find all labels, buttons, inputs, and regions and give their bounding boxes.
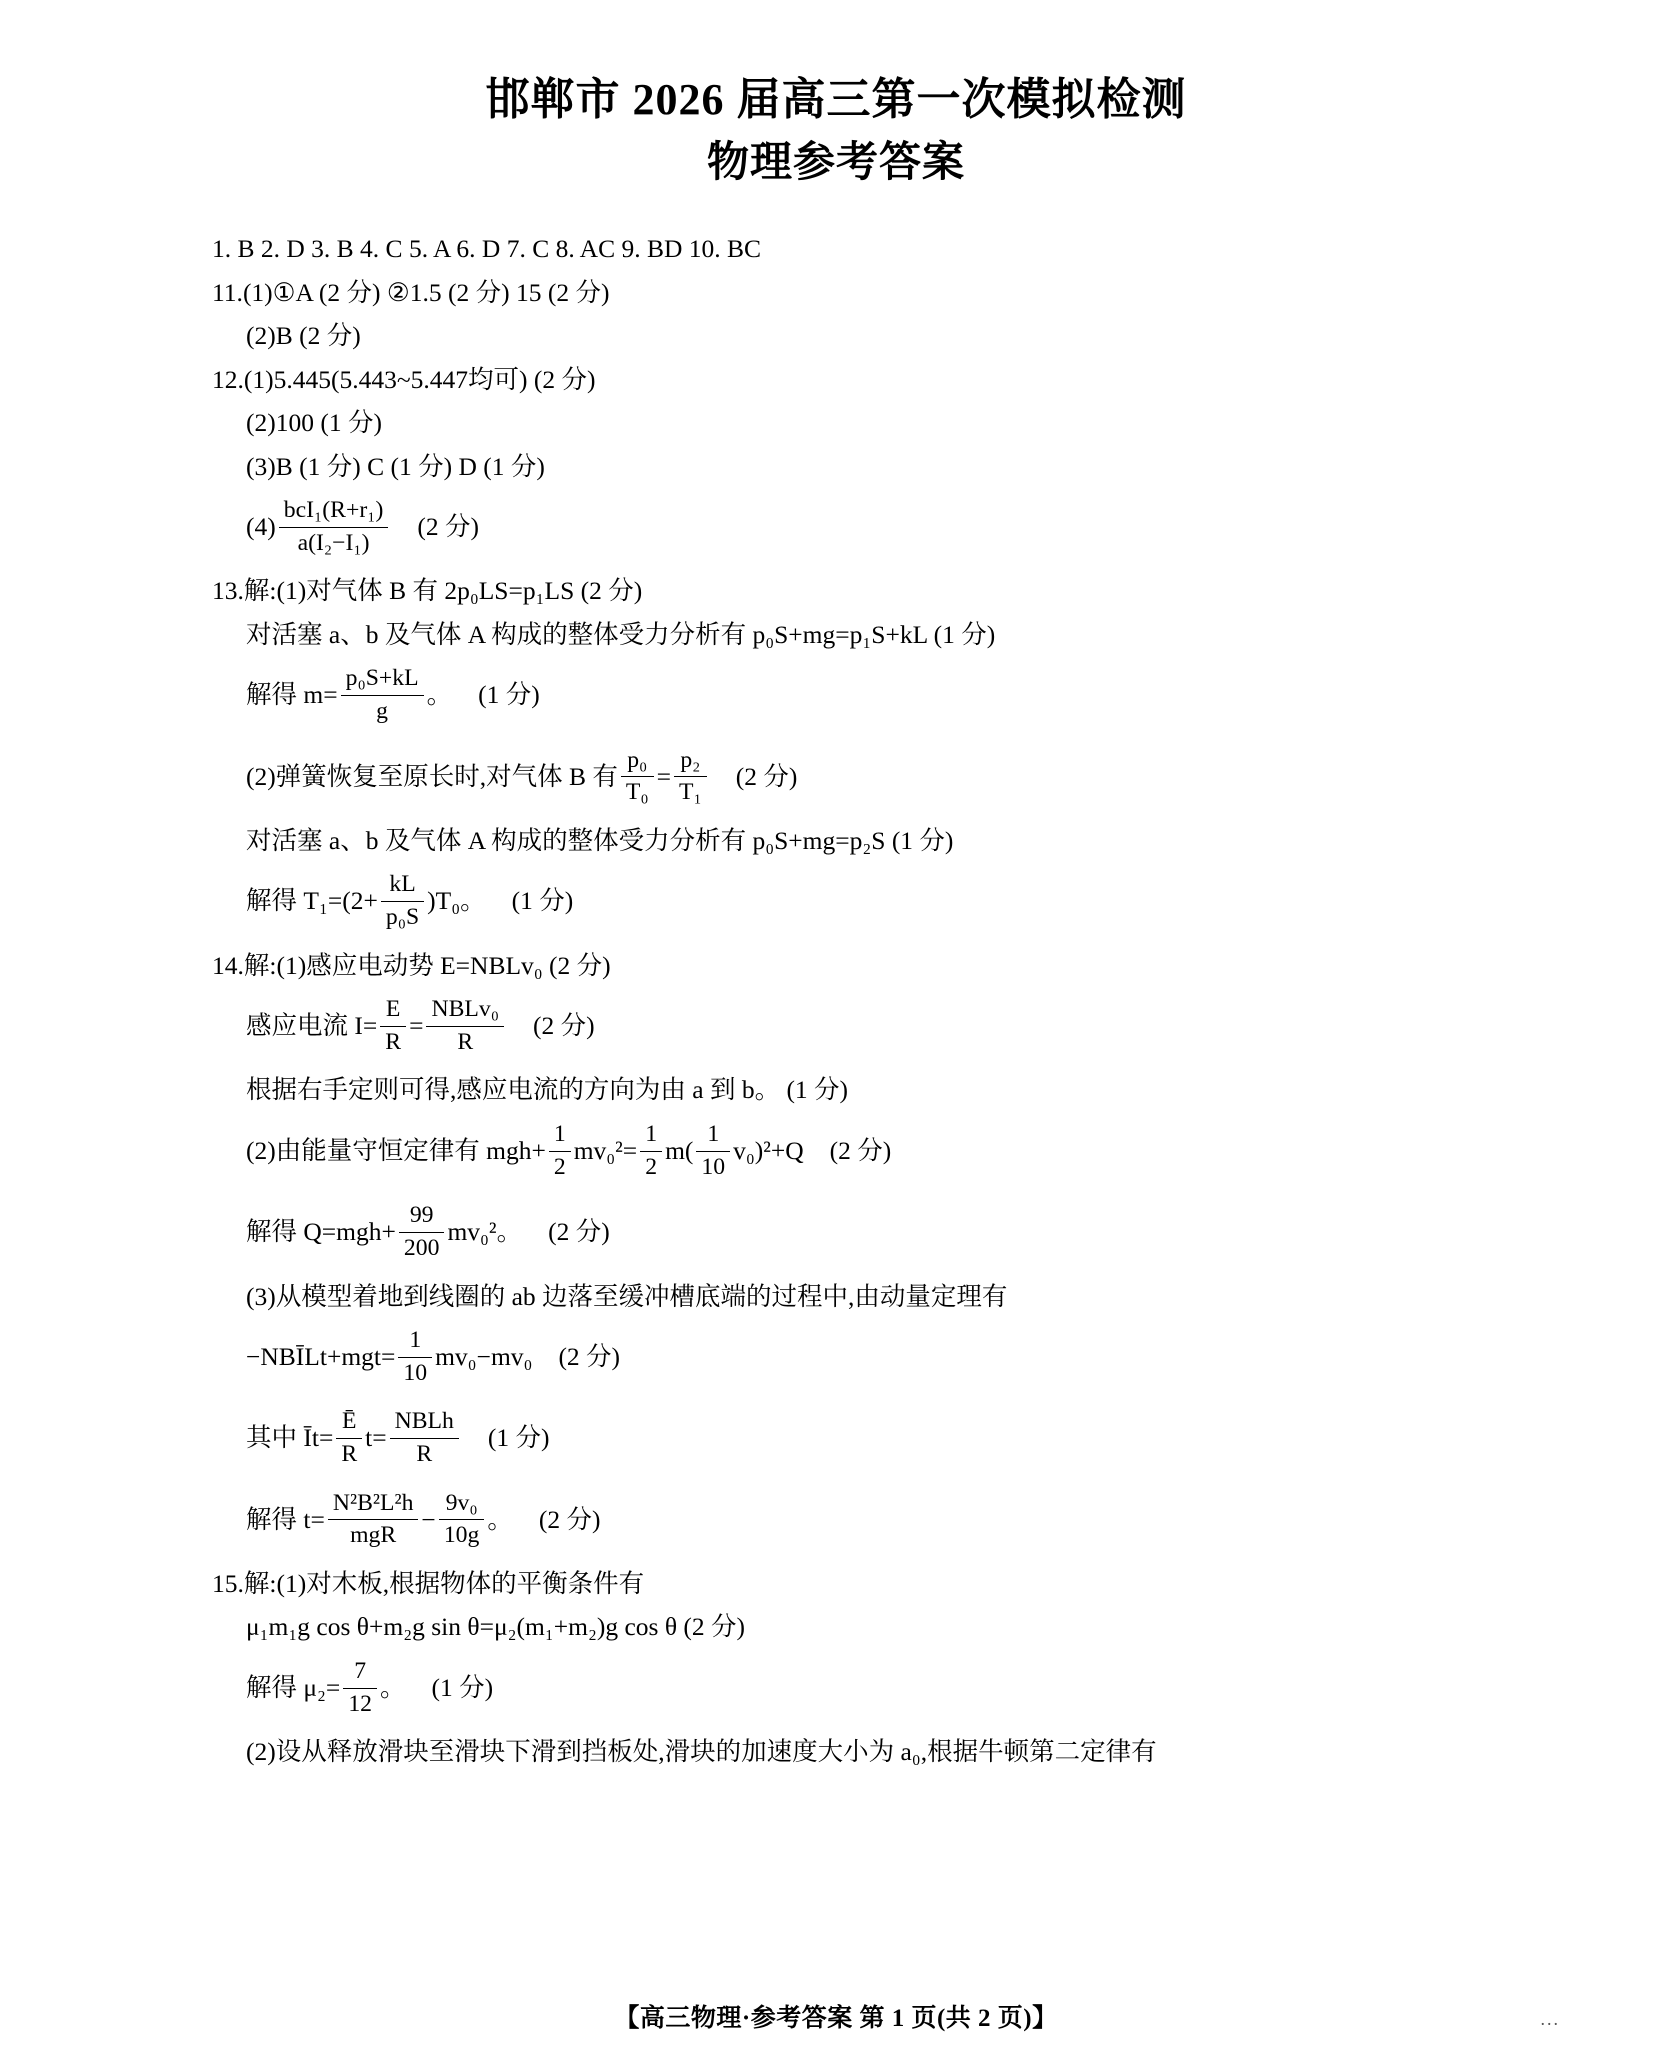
q15-l1-text: 解:(1)对木板,根据物体的平衡条件有 [243,1568,645,1598]
q14-fraction-99-200-denominator: 200 [403,1234,440,1261]
q13-fraction-m-numerator: p₀S+kL [341,664,424,696]
q14-fraction-NBLvR-numerator: NBLv₀ [426,995,504,1027]
q14-l4-mid1: mv₀²= [573,1135,638,1165]
q12-line4 [212,497,1522,560]
q13-l4-eq: = [656,761,672,791]
q14-fraction-half-1-denominator: 2 [553,1153,566,1180]
q14-l9-minus: − [421,1504,436,1534]
q12-fraction [279,496,389,558]
q13-line1 [212,578,1522,604]
q14-fraction-EbarR-denominator: R [341,1440,358,1467]
q12-fraction-numerator: bcI₁(R+r₁) [279,496,389,528]
q13-l4-prefix: (2)弹簧恢复至原长时,对气体 B 有 [246,761,618,791]
q13-l1-text: 解:(1)对气体 B 有 2p₀LS=p₁LS (2 分) [243,576,643,606]
q14-l8-score: (1 分) [487,1423,550,1453]
q14-line1 [212,950,1522,980]
q13-fraction-p2T1-denominator: T₁ [679,779,702,806]
q15-label: 15. [212,1568,244,1598]
q11-line2: (2)B (2 分) [246,321,361,351]
q12-line4-prefix: (4) [246,512,276,542]
q12-line1 [212,364,1522,394]
q14-l4-tail: v₀)²+Q [733,1135,804,1165]
q14-fraction-tenth-2 [398,1326,432,1388]
q14-line2 [212,996,1522,1059]
q14-line7 [212,1327,1522,1390]
q14-fraction-tenth [696,1120,730,1182]
q13-fraction-p2T1 [674,746,707,808]
q14-l8-prefix: 其中 Īt= [246,1423,334,1453]
q14-l4-score: (2 分) [829,1135,892,1165]
q12-label: 12. [212,364,244,394]
q14-fraction-9v-10g-numerator: 9v₀ [439,1489,485,1521]
q14-fraction-99-200-numerator: 99 [399,1201,445,1233]
q13-fraction-m [341,664,424,726]
q13-fraction-m-denominator: g [376,698,389,724]
q15-fraction-7-12-denominator: 12 [348,1690,373,1717]
q14-fraction-NBLvR [426,995,504,1057]
q11-line1-text: (1)①A (2 分) ②1.5 (2 分) 15 (2 分) [242,277,610,307]
q14-line4 [212,1121,1522,1184]
q13-line3 [212,665,1522,728]
q14-fraction-half-1-numerator: 1 [549,1120,571,1152]
q13-l6-prefix: 解得 T₁=(2+ [246,886,378,916]
q14-label: 14. [212,950,244,980]
q14-fraction-tenth-numerator: 1 [696,1120,730,1152]
q14-fraction-half-2-denominator: 2 [645,1153,658,1180]
q14-l7-prefix: −NBĪLt+mgt= [246,1342,396,1372]
q14-fraction-half-1 [549,1120,571,1182]
q14-fraction-tenth-2-numerator: 1 [398,1326,432,1358]
q13-fraction-kL-denominator: p₀S [385,904,420,931]
q12-line2: (2)100 (1 分) [246,408,382,438]
answer-body [0,236,1672,1765]
q14-l1-text: 解:(1)感应电动势 E=NBLv₀ (2 分) [243,950,611,980]
q13-fraction-p2T1-numerator: p₂ [674,746,707,778]
q12-line1-text: (1)5.445(5.443~5.447均可) (2 分) [243,364,596,394]
q12-fraction-denominator: a(I₂−I₁) [297,529,370,556]
q13-l4-score: (2 分) [735,761,798,791]
q14-fraction-NBLh-mgR-denominator: mgR [350,1522,397,1549]
q14-fraction-NBLhR-numerator: NBLh [390,1407,459,1439]
q14-fraction-tenth-denominator: 10 [701,1153,726,1180]
q14-l9-score: (2 分) [538,1504,601,1534]
q13-line4 [212,747,1522,810]
page-subtitle: 物理参考答案 [706,140,965,187]
q14-line5 [212,1202,1522,1265]
q15-line1 [212,1568,1522,1598]
q14-fraction-NBLh-mgR [328,1489,419,1551]
q14-fraction-ER [380,995,406,1057]
q14-fraction-9v-10g-denominator: 10g [443,1522,480,1549]
q14-l5-tail: mv₀²。 [447,1217,523,1247]
q12-line4-score: (2 分) [417,512,479,542]
q13-l6-score: (1 分) [511,886,574,916]
q14-fraction-EbarR [336,1407,362,1469]
q14-l7-tail: mv₀−mv₀ [435,1342,533,1372]
q14-l7-score: (2 分) [558,1342,621,1372]
q11-line1 [212,277,1522,307]
q15-line3 [212,1658,1522,1721]
q14-l2-prefix: 感应电流 I= [246,1011,378,1041]
q13-line6 [212,871,1522,934]
q13-l3-score: (1 分) [478,680,540,710]
q13-line2: 对活塞 a、b 及气体 A 构成的整体受力分析有 p₀S+mg=p₁S+kL (1 分) [246,619,996,649]
q13-fraction-p0T0-denominator: T₀ [625,779,649,806]
title-block [0,70,1672,192]
q14-l2-eq: = [409,1011,424,1041]
page-title: 邯郸市 2026 届高三第一次模拟检测 [485,75,1187,124]
q14-fraction-NBLhR [390,1407,459,1469]
q14-fraction-tenth-2-denominator: 10 [403,1359,428,1386]
q15-l3-score: (1 分) [431,1672,494,1702]
q14-line9 [212,1490,1522,1553]
q13-l6-tail: )T₀。 [427,886,486,916]
q14-l4-mid2: m( [665,1135,694,1165]
q14-line6: (3)从模型着地到线圈的 ab 边落至缓冲槽底端的过程中,由动量定理有 [246,1281,1008,1311]
q14-l9-tail: 。 [487,1504,513,1534]
q14-fraction-9v-10g [439,1489,485,1551]
q14-fraction-NBLh-mgR-numerator: N²B²L²h [328,1489,419,1521]
q14-fraction-half-2-numerator: 1 [640,1120,662,1152]
q14-fraction-NBLvR-denominator: R [457,1028,474,1055]
q11-label: 11. [212,277,243,307]
q14-fraction-NBLhR-denominator: R [416,1440,433,1467]
q14-l5-prefix: 解得 Q=mgh+ [246,1217,396,1247]
q14-fraction-half-2 [640,1120,662,1182]
q13-label: 13. [212,576,244,606]
q14-l2-score: (2 分) [532,1011,595,1041]
objective-answers-line: 1. B 2. D 3. B 4. C 5. A 6. D 7. C 8. AC 9. BD 10. BC [212,234,762,264]
answer-sheet-page [0,70,1672,2070]
q15-fraction-7-12 [343,1657,377,1719]
q15-line2: μ₁m₁g cos θ+m₂g sin θ=μ₂(m₁+m₂)g cos θ (2 分) [246,1612,746,1642]
q15-line4: (2)设从释放滑块至滑块下滑到挡板处,滑块的加速度大小为 a₀,根据牛顿第二定律有 [246,1737,1157,1767]
q15-l3-prefix: 解得 μ₂= [246,1672,341,1702]
q14-line3: 根据右手定则可得,感应电流的方向为由 a 到 b。 (1 分) [246,1075,849,1105]
q13-fraction-p0T0-numerator: p₀ [621,746,654,778]
q13-fraction-kL [381,870,424,932]
q14-fraction-ER-denominator: R [385,1028,402,1055]
q15-fraction-7-12-numerator: 7 [343,1657,377,1689]
q13-line5: 对活塞 a、b 及气体 A 构成的整体受力分析有 p₀S+mg=p₂S (1 分) [246,825,954,855]
q14-l5-score: (2 分) [548,1217,610,1247]
q15-l3-tail: 。 [380,1672,406,1702]
q14-line8 [212,1408,1522,1471]
page-footer: 【高三物理·参考答案 第 1 页(共 2 页)】 [614,2005,1058,2032]
q13-fraction-p0T0 [621,746,654,808]
q14-l8-mid: t= [365,1423,387,1453]
q14-l9-prefix: 解得 t= [246,1504,325,1534]
q13-l3-prefix: 解得 m= [246,680,338,710]
footer-marks: ... [1540,2009,1560,2029]
q14-fraction-ER-numerator: E [380,995,406,1027]
q12-line3: (3)B (1 分) C (1 分) D (1 分) [246,451,545,481]
q14-l4-prefix: (2)由能量守恒定律有 mgh+ [246,1135,546,1165]
q14-fraction-EbarR-numerator: Ē [336,1407,362,1439]
q13-fraction-kL-numerator: kL [381,870,424,902]
q13-l3-tail: 。 [426,680,453,710]
q14-fraction-99-200 [399,1201,445,1263]
